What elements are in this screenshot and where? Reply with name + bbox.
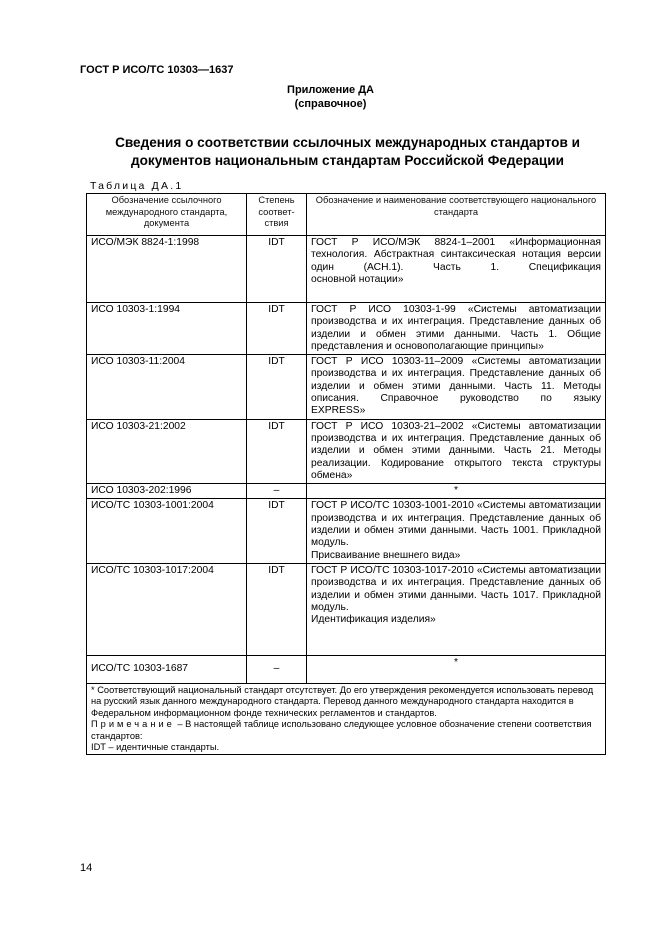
table-row xyxy=(87,419,606,483)
note-text: – В настоящей таблице использовано следующее условное обозначение степени соответствия стандартов: xyxy=(91,719,592,741)
ref-standard-cell: ИСО 10303-21:2002 xyxy=(87,419,247,483)
note-label: Примечание xyxy=(91,719,175,730)
table-footnote-row xyxy=(87,683,606,754)
ref-standard-cell: ИСО/ТС 10303-1017:2004 xyxy=(87,563,247,655)
correspondence-table xyxy=(86,193,606,755)
degree-cell: IDT xyxy=(247,419,307,483)
table-row xyxy=(87,563,606,655)
document-code-header: ГОСТ Р ИСО/ТС 10303—1637 xyxy=(80,64,234,76)
ref-standard-cell: ИСО 10303-202:1996 xyxy=(87,484,247,499)
table-row xyxy=(87,236,606,303)
ref-standard-cell: ИСО/ТС 10303-1687 xyxy=(87,655,247,683)
table-header-row xyxy=(87,194,606,236)
national-standard-cell: ГОСТ Р ИСО/МЭК 8824-1–2001 «Информационная технология. Абстрактная синтаксическая нотация версии один (АСН.1). Часть 1. Спецификация основной нотации» xyxy=(307,236,606,303)
national-standard-cell: ГОСТ Р ИСО/ТС 10303-1017-2010 «Системы автоматизации производства и их интеграция. Представление данных об изделии и обмен этими данными. Часть 1017. Прикладной модуль. Идентификация изделия» xyxy=(307,563,606,655)
degree-cell: – xyxy=(247,655,307,683)
document-title-line-2: документов национальным стандартам Российской Федерации xyxy=(130,153,564,168)
degree-cell: IDT xyxy=(247,236,307,303)
ref-standard-cell: ИСО/ТС 10303-1001:2004 xyxy=(87,499,247,563)
degree-cell: – xyxy=(247,484,307,499)
table-row xyxy=(87,499,606,563)
table-label: Таблица ДА.1 xyxy=(90,180,184,192)
national-standard-cell: * xyxy=(307,655,606,683)
document-title xyxy=(80,134,615,170)
document-title-line-1: Сведения о соответствии ссылочных международных стандартов и xyxy=(115,135,580,150)
appendix-subtitle: (справочное) xyxy=(294,98,367,110)
footnote-idt: IDT – идентичные стандарты. xyxy=(91,741,220,752)
footnote-star: * Соответствующий национальный стандарт отсутствует. До его утверждения рекомендуется использовать перевод на русский язык данного международного стандарта. Перевод данного международного стандарта находится в Федеральном информационном фонде технических регламентов и стандартов. xyxy=(91,684,594,718)
degree-cell: IDT xyxy=(247,303,307,355)
table-row xyxy=(87,355,606,419)
national-standard-cell: ГОСТ Р ИСО 10303-1-99 «Системы автоматизации производства и их интеграция. Представление данных об изделии и обмен этими данными. Часть 1. Общие представления и основополагающие принципы» xyxy=(307,303,606,355)
national-standard-cell: ГОСТ Р ИСО 10303-21–2002 «Системы автоматизации производства и их интеграция. Представление данных об изделии и обмен этими данными. Часть 21. Методы реализации. Кодирование открытого текста структуры обмена» xyxy=(307,419,606,483)
table-footnote xyxy=(87,683,606,754)
appendix-title: Приложение ДА xyxy=(287,84,374,96)
header-reference-standard: Обозначение ссылочного международного стандарта, документа xyxy=(87,194,247,236)
table-row xyxy=(87,303,606,355)
degree-cell: IDT xyxy=(247,499,307,563)
ref-standard-cell: ИСО 10303-11:2004 xyxy=(87,355,247,419)
header-degree: Степень соответ-ствия xyxy=(247,194,307,236)
national-standard-cell: * xyxy=(307,484,606,499)
degree-cell: IDT xyxy=(247,563,307,655)
degree-cell: IDT xyxy=(247,355,307,419)
ref-standard-cell: ИСО/МЭК 8824-1:1998 xyxy=(87,236,247,303)
header-national-standard: Обозначение и наименование соответствующего национального стандарта xyxy=(307,194,606,236)
national-standard-cell: ГОСТ Р ИСО/ТС 10303-1001-2010 «Системы автоматизации производства и их интеграция. Представление данных об изделии и обмен этими данными. Часть 1001. Прикладной модуль. Присваивание внешнего вида» xyxy=(307,499,606,563)
table-row xyxy=(87,484,606,499)
table-row xyxy=(87,655,606,683)
page-number: 14 xyxy=(80,862,93,874)
ref-standard-cell: ИСО 10303-1:1994 xyxy=(87,303,247,355)
footnote-note xyxy=(91,719,601,742)
national-standard-cell: ГОСТ Р ИСО 10303-11–2009 «Системы автоматизации производства и их интеграция. Представление данных об изделии и обмен этими данными. Часть 11. Методы описания. Справочное руководство по языку EXPRESS» xyxy=(307,355,606,419)
